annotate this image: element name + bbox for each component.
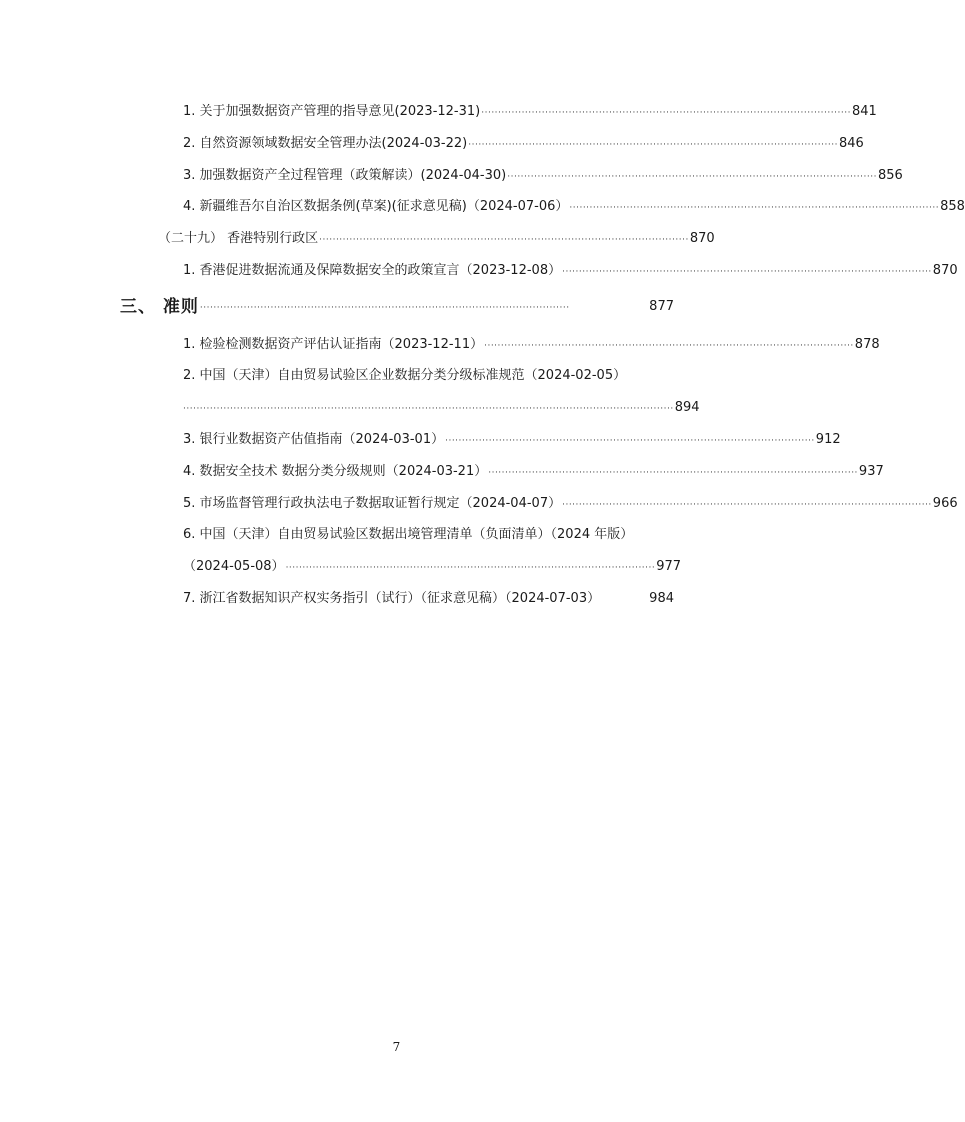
toc-entry-title-continued: （2024-05-08） [183, 559, 285, 574]
toc-entry[interactable] [183, 336, 880, 354]
dot-leader: ·············································································································· [445, 436, 815, 446]
toc-entry[interactable] [183, 399, 700, 417]
toc-entry-title: （二十九） 香港特别行政区 [158, 231, 319, 246]
toc-entry[interactable] [183, 198, 965, 216]
toc-entry-title[interactable]: 6. 中国（天津）自由贸易试验区数据出境管理清单（负面清单）（2024 年版） [183, 527, 634, 542]
toc-entry-page: 846 [838, 136, 864, 151]
toc-entry-page: 966 [932, 496, 958, 511]
toc-entry-page: 877 [649, 299, 674, 314]
dot-leader: ·············································································································· [488, 468, 858, 478]
dot-leader: ·············································································································· [484, 341, 854, 351]
toc-entry-page: 878 [854, 337, 880, 352]
toc-entry-page: 856 [877, 168, 903, 183]
toc-chapter-entry[interactable] [120, 298, 674, 316]
toc-entry-title: 2. 自然资源领域数据安全管理办法(2024-03-22) [183, 136, 468, 151]
toc-entry[interactable] [183, 590, 674, 608]
toc-entry-title: 7. 浙江省数据知识产权实务指引（试行）（征求意见稿）（2024-07-03） [183, 591, 601, 606]
dot-leader: ·············································································································· [481, 108, 851, 118]
toc-entry-title: 4. 数据安全技术 数据分类分级规则（2024-03-21） [183, 464, 488, 479]
toc-entry[interactable] [183, 135, 864, 153]
toc-entry-title: 5. 市场监督管理行政执法电子数据取证暂行规定（2024-04-07） [183, 496, 562, 511]
dot-leader: ·············································································································· [285, 563, 656, 573]
toc-entry-title: 3. 银行业数据资产估值指南（2024-03-01） [183, 432, 445, 447]
toc-entry-page: 858 [940, 199, 965, 214]
toc-entry-title: 1. 香港促进数据流通及保障数据安全的政策宣言（2023-12-08） [183, 263, 562, 278]
toc-entry-page: 977 [656, 559, 682, 574]
toc-section-entry[interactable] [158, 230, 715, 248]
toc-entry[interactable] [183, 167, 903, 185]
toc-entry-title: 1. 检验检测数据资产评估认证指南（2023-12-11） [183, 337, 484, 352]
toc-entry-page: 870 [932, 263, 958, 278]
toc-entry[interactable] [183, 558, 682, 576]
toc-entry-title: 3. 加强数据资产全过程管理（政策解读）(2024-04-30) [183, 168, 507, 183]
toc-entry[interactable] [183, 262, 958, 280]
page-number: 7 [392, 1040, 401, 1054]
dot-leader: ·············································································································· [562, 267, 932, 277]
dot-leader: ·············································································································· [507, 172, 877, 182]
dot-leader: ·············································································································· [468, 140, 838, 150]
dot-leader: ·············································································································· [319, 235, 689, 245]
toc-entry-title: 1. 关于加强数据资产管理的指导意见(2023-12-31) [183, 104, 481, 119]
dot-leader: ·············································································································· [562, 500, 932, 510]
toc-entry-title: 4. 新疆维吾尔自治区数据条例(草案)(征求意见稿)（2024-07-06） [183, 199, 569, 214]
toc-entry-page: 841 [851, 104, 877, 119]
dot-leader: ·············································································································· [199, 303, 570, 313]
toc-entry[interactable] [183, 431, 841, 449]
toc-entry-page: 984 [649, 591, 674, 606]
toc-entry[interactable] [183, 495, 958, 513]
toc-entry-title[interactable]: 2. 中国（天津）自由贸易试验区企业数据分类分级标准规范（2024-02-05） [183, 368, 627, 383]
toc-entry-page: 870 [689, 231, 715, 246]
toc-entry-page: 912 [815, 432, 841, 447]
toc-entry[interactable] [183, 463, 884, 481]
toc-entry-page: 894 [674, 400, 700, 415]
toc-entry[interactable] [183, 103, 877, 121]
dot-leader: ·················································································································································· [183, 404, 674, 414]
dot-leader: ·············································································································· [569, 203, 940, 213]
toc-chapter-title: 三、 准则 [120, 297, 199, 317]
toc-entry-page: 937 [858, 464, 884, 479]
